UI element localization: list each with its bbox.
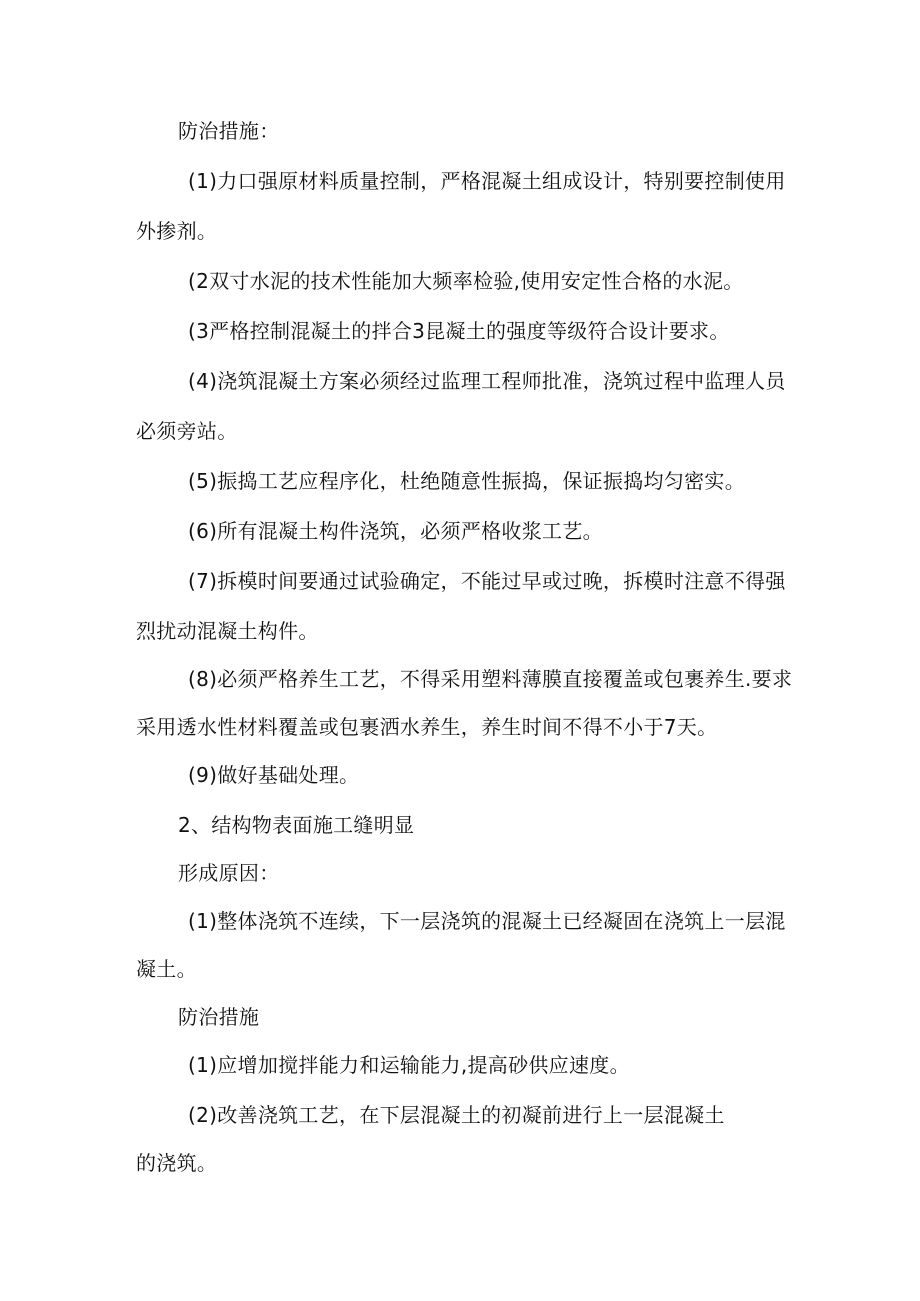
paragraph-line: (3严格控制混凝土的拌合3昆凝土的强度等级符合设计要求。 — [188, 319, 730, 343]
paragraph-line: 外掺剂。 — [136, 219, 218, 243]
paragraph-line: (2双寸水泥的技术性能加大频率检验,使用安定性合格的水泥。 — [188, 269, 744, 293]
paragraph-line: 烈扰动混凝土构件。 — [136, 619, 319, 643]
paragraph-line: (4)浇筑混凝土方案必须经过监理工程师批准，浇筑过程中监理人员 — [188, 369, 786, 393]
subheading-causes: 形成原因： — [178, 861, 280, 885]
paragraph-line: 必须旁站。 — [136, 419, 238, 443]
paragraph-line: 采用透水性材料覆盖或包裹洒水养生，养生时间不得不小于7天。 — [136, 715, 718, 739]
section-heading: 2、结构物表面施工缝明显 — [178, 813, 415, 837]
heading-prevention-measures: 防治措施： — [178, 119, 280, 143]
paragraph-line: 凝土。 — [136, 957, 197, 981]
paragraph-line: (1)应增加搅拌能力和运输能力,提高砂供应速度。 — [188, 1053, 630, 1077]
paragraph-line: (9)做好基础处理。 — [188, 763, 360, 787]
paragraph-line: (2)改善浇筑工艺，在下层混凝土的初凝前进行上一层混凝土 — [188, 1103, 725, 1127]
paragraph-line: (5)振捣工艺应程序化，杜绝随意性振捣，保证振捣均匀密实。 — [188, 469, 746, 493]
paragraph-line: (7)拆模时间要通过试验确定，不能过早或过晚，拆模时注意不得强 — [188, 569, 786, 593]
paragraph-line: (1)整体浇筑不连续，下一层浇筑的混凝土已经凝固在浇筑上一层混 — [188, 909, 786, 933]
paragraph-line: 的浇筑。 — [136, 1151, 218, 1175]
paragraph-line: (1)力口强原材料质量控制，严格混凝土组成设计，特别要控制使用 — [188, 169, 786, 193]
subheading-prevention: 防治措施 — [178, 1005, 260, 1029]
paragraph-line: (8)必须严格养生工艺，不得采用塑料薄膜直接覆盖或包裹养生.要求 — [188, 667, 793, 691]
paragraph-line: (6)所有混凝土构件浇筑，必须严格收浆工艺。 — [188, 519, 603, 543]
